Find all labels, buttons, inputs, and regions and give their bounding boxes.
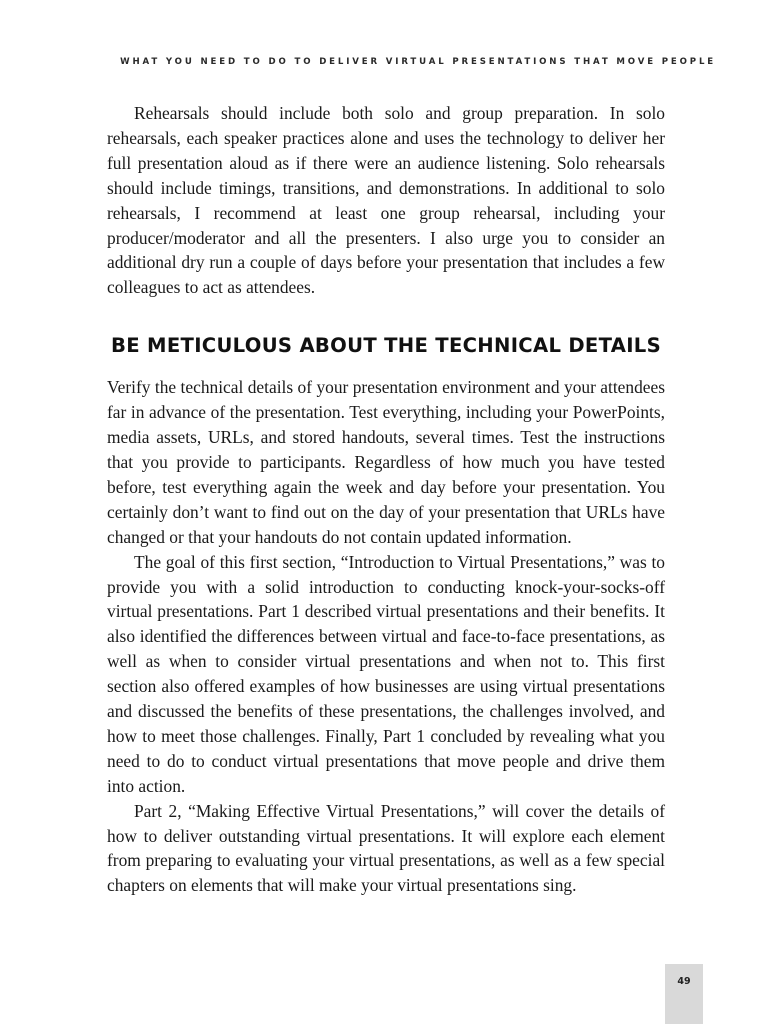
page-number-tab — [665, 964, 703, 1024]
paragraph-section-summary: The goal of this first section, “Introduction to Virtual Presentations,” was to provide you with a solid introduction to conducting knock-your-socks-off virtual presentations. Part 1 described virtual presentations and their benefits. It also identified the differences between virtual and face-to-face presentations, as well as when to consider virtual presentations and when not to. This first section also offered examples of how businesses are using virtual presentations and discussed the benefits of these presentations, the challenges involved, and how to meet those challenges. Finally, Part 1 concluded by revealing what you need to do to conduct virtual presentations that move people and drive them into action. — [107, 551, 665, 796]
paragraph-rehearsals: Rehearsals should include both solo and group preparation. In solo rehearsals, each speaker practices alone and uses the technology to deliver her full presentation aloud as if there were an audience listening. Solo rehearsals should include timings, transitions, and demonstrations. In additional to solo rehearsals, I recommend at least one group rehearsal, including your producer/moderator and all the presenters. I also urge you to consider an additional dry run a couple of days before your presentation that includes a few colleagues to act as attendees. — [107, 103, 665, 298]
page-number: 49 — [677, 976, 691, 987]
paragraph-technical-details: Verify the technical details of your presentation environment and your attendees far in advance of the presentation. Test everything, including your PowerPoints, media assets, URLs, and stored handouts, several times. Test the instructions that you provide to participants. Regardless of how much you have tested before, test everything again the week and day before your presentation. You certainly don’t want to find out on the day of your presentation that URLs have changed or that your handouts do not contain updated information. — [107, 377, 665, 547]
section-heading: BE METICULOUS ABOUT THE TECHNICAL DETAILS — [111, 334, 661, 358]
body-text — [107, 101, 665, 898]
running-head: WHAT YOU NEED TO DO TO DELIVER VIRTUAL PRESENTATIONS THAT MOVE PEOPLE — [120, 57, 716, 67]
paragraph-part-2-preview: Part 2, “Making Effective Virtual Presentations,” will cover the details of how to deliver outstanding virtual presentations. It will explore each element from preparing to evaluating your virtual presentations, as well as a few special chapters on elements that will make your virtual presentations sing. — [107, 800, 665, 896]
